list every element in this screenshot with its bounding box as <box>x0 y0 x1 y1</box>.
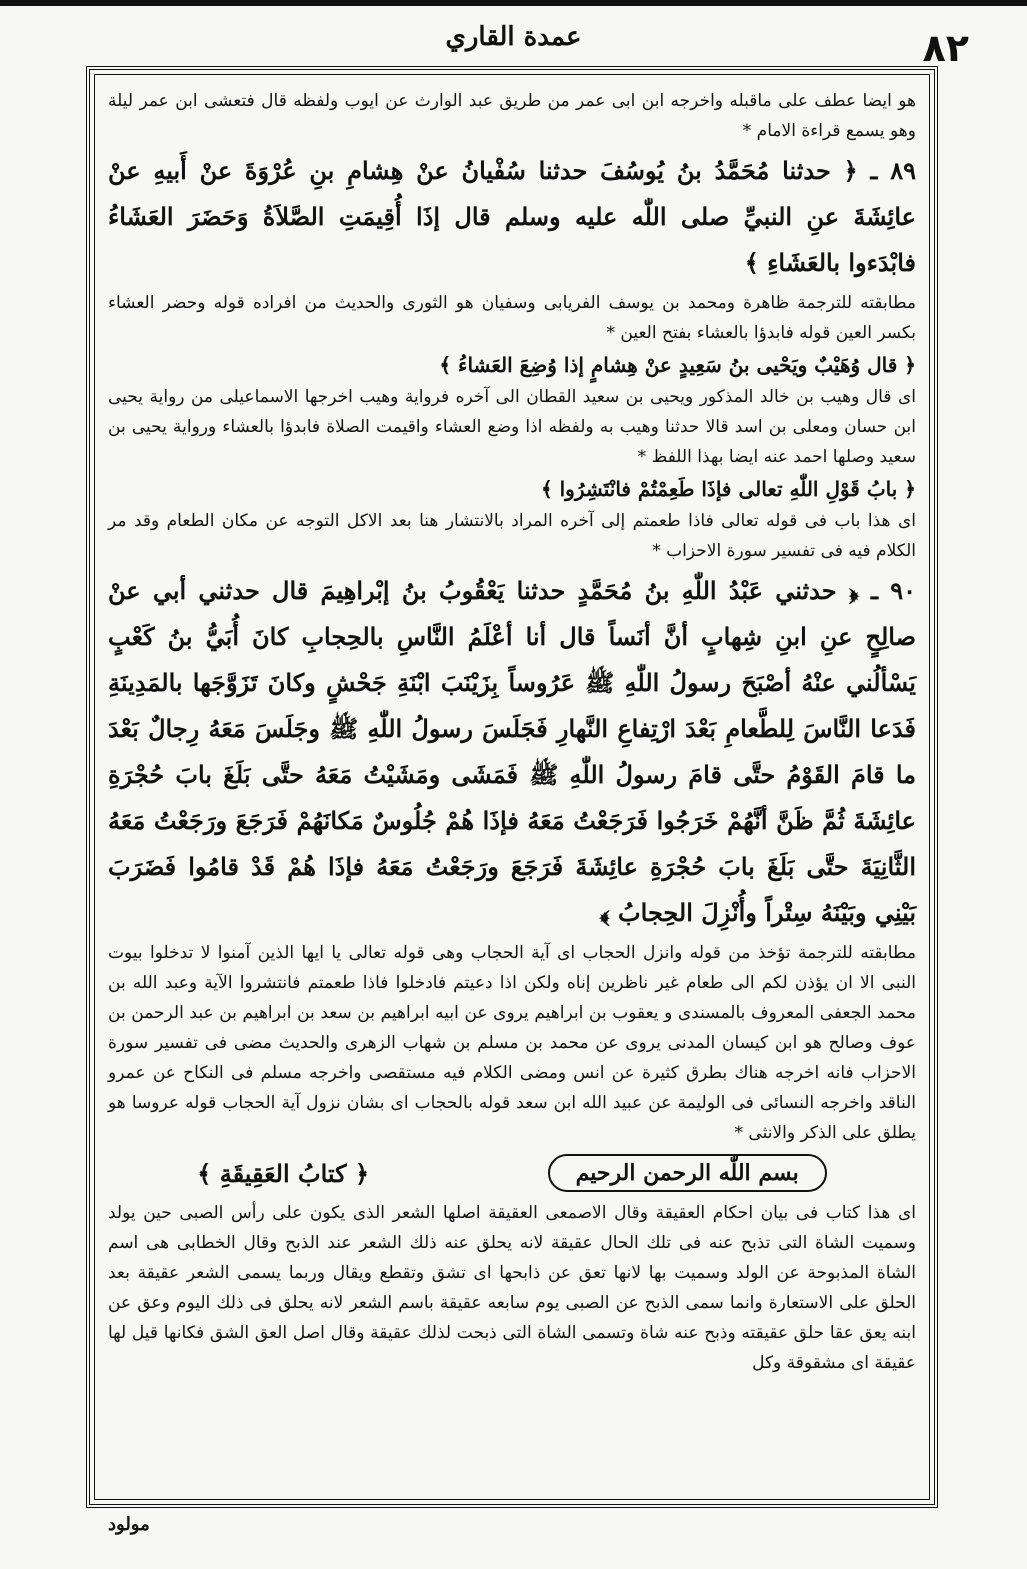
book-heading-row <box>108 1154 916 1192</box>
commentary-paragraph: اى قال وهيب بن خالد المذكور ويحيى بن سعيد القطان الى آخره فرواية وهيب اخرجها الاسماعيلى من رواية يحيى ابن حسان ومعلى بن اسد قالا حدثنا وهيب به ولفظه اذا وضع العشاء واقيمت الصلاة فابدؤا بالعشاء ورواية يحيى بن سعيد وصلها احمد عنه ايضا بهذا اللفظ * <box>108 387 916 467</box>
catchword: مولود <box>108 1514 150 1535</box>
commentary-paragraph: مطابقته للترجمة ظاهرة ومحمد بن يوسف الفريابى وسفيان هو الثورى والحديث من افراده قوله وحضر العشاء بكسر العين قوله فابدؤا بالعشاء بفتح العين * <box>108 293 916 343</box>
hadith-90: ٩٠ ـ ﴿ حدثني عَبْدُ اللّٰهِ بنُ مُحَمَّدٍ حدثنا يَعْقُوبُ بنُ إبْراهِيمَ قال حدثني أبي عنْ صالِحٍ عنِ ابنِ شِهابٍ أنَّ أنَساً قال أنا أعْلَمُ النَّاسِ بالحِجابِ كانَ أُبَيُّ بنُ كَعْبٍ يَسْألُني عنْهُ أصْبَحَ رسولُ اللّٰهِ ﷺ عَرُوساً بِزَيْنَبَ ابْنَةِ جَحْشٍ وكانَ تَزَوَّجَها بالمَدِينَةِ فَدَعا النَّاسَ لِلطَّعامِ بَعْدَ ارْتِفاعِ النَّهارِ فَجَلَسَ رسولُ اللّٰهِ ﷺ وجَلَسَ مَعَهُ رِجالٌ بَعْدَ ما قامَ القَوْمُ حتَّى قامَ رسولُ اللّٰهِ ﷺ فَمَشَى ومَشَيْتُ مَعَهُ حتَّى بَلَغَ بابَ حُجْرَةِ عائِشَةَ ثُمَّ ظَنَّ أنَّهُمْ خَرَجُوا فَرَجَعْتُ مَعَهُ فإذَا هُمْ جُلُوسٌ مَكانَهُمْ فَرَجَعَ ورَجَعْتُ مَعَهُ الثَّانِيَةَ حتَّى بَلَغَ بابَ حُجْرَةِ عائِشَةَ فَرَجَعَ ورَجَعْتُ مَعَهُ فإذَا هُمْ قَدْ قامُوا فَضَرَبَ بَيْنِي وبَيْنَهُ سِتْراً وأُنْزِلَ الحِجابُ ﴾ <box>108 576 917 927</box>
page-body <box>108 86 916 1378</box>
commentary-paragraph: اى هذا كتاب فى بيان احكام العقيقة وقال الاصمعى العقيقة اصلها الشعر الذى يكون على رأس الصبى حين يولد وسميت الشاة التى تذبح عنه فى تلك الحال عقيقة لانه يحلق عنه ذلك الشعر عند الذبح وقال الخطابى هى اسم الشاة المذبوحة عن الولد وسميت بها لانها تعق عن ذابحها اى تشق وتقطع ويقال وربما يسمى الشعر عقيقة بعد الحلق على الاستعارة وانما سمى الذبح عن الصبى يوم سابعه عقيقة باسم الشعر لانه يحلق فى ذلك اليوم وعق عن ابنه يعق عقا حلق عقيقته وذبح عنه شاة وتسمى الشاة التى ذبحت لذلك عقيقة وقال اصل العق الشق فكانها قيل لها عقيقة اى مشقوقة وكل <box>108 1203 917 1373</box>
running-title: عمدة القاري <box>445 22 582 52</box>
commentary-paragraph: اى هذا باب فى قوله تعالى فاذا طعمتم إلى آخره المراد بالانتشار هنا بعد الاكل التوجه عن مكان الطعام وقد مر الكلام فيه فى تفسير سورة الاحزاب * <box>108 511 916 561</box>
commentary-paragraph: مطابقته للترجمة تؤخذ من قوله وانزل الحجاب اى آية الحجاب وهى قوله تعالى يا ايها الذين آمنوا لا تدخلوا بيوت النبى الا ان يؤذن لكم الى طعام غير ناظرين إناه ولكن اذا دعيتم فادخلوا فاذا طعمتم فانتشروا الآية وعبد الله بن محمد الجعفى المعروف بالمسندى و يعقوب بن ابراهيم يروى عن ابيه ابراهيم بن سعد بن ابراهيم بن عبد الرحمن بن عوف وصالح هو ابن كيسان المدنى يروى عن محمد بن مسلم بن شهاب الزهرى والحديث مضى فى تفسير سورة الاحزاب فانه اخرجه هناك بطرق كثيرة عن انس ومضى الكلام فيه مستقصى واخرجه مسلم فى النكاح عن عمرو الناقد واخرجه النسائى فى الوليمة عن عبيد الله ابن سعد قوله بالحجاب اى بشان نزول آية الحجاب قوله عروسا هو يطلق على الذكر والانثى * <box>108 943 916 1143</box>
book-title: ﴿ كتابُ العَقِيقَةِ ﴾ <box>197 1158 370 1188</box>
text-frame <box>86 66 938 1508</box>
commentary-paragraph: هو ايضا عطف على ماقبله واخرجه ابن ابى عمر من طريق عبد الوارث عن ايوب ولفظه قال فتعشى ابن عمر ليلة وهو يسمع قراءة الامام * <box>108 91 916 141</box>
bismillah-cartouche: بسم اللّٰه الرحمن الرحيم <box>548 1154 827 1192</box>
wuhayb-line: ﴿ قال وُهَيْبٌ ويَحْيى بنُ سَعِيدٍ عنْ هِشامٍ إذا وُضِعَ العَشاءُ ﴾ <box>439 353 916 377</box>
page-number: ٨٢ <box>922 26 969 70</box>
chapter-heading: ﴿ بابُ قَوْلِ اللّٰهِ تعالى فإذَا طَعِمْتُمْ فانْتَشِرُوا ﴾ <box>540 477 916 501</box>
top-rule <box>0 0 1027 6</box>
hadith-89: ٨٩ ـ ﴿ حدثنا مُحَمَّدُ بنُ يُوسُفَ حدثنا سُفْيانُ عنْ هِشامِ بنِ عُرْوَةَ عنْ أَبيهِ عنْ عائِشَةَ عنِ النبيِّ صلى اللّٰه عليه وسلم قال إذَا أُقِيمَتِ الصَّلاَةُ وَحَضَرَ العَشَاءُ فابْدَءوا بالعَشَاءِ ﴾ <box>108 156 916 277</box>
